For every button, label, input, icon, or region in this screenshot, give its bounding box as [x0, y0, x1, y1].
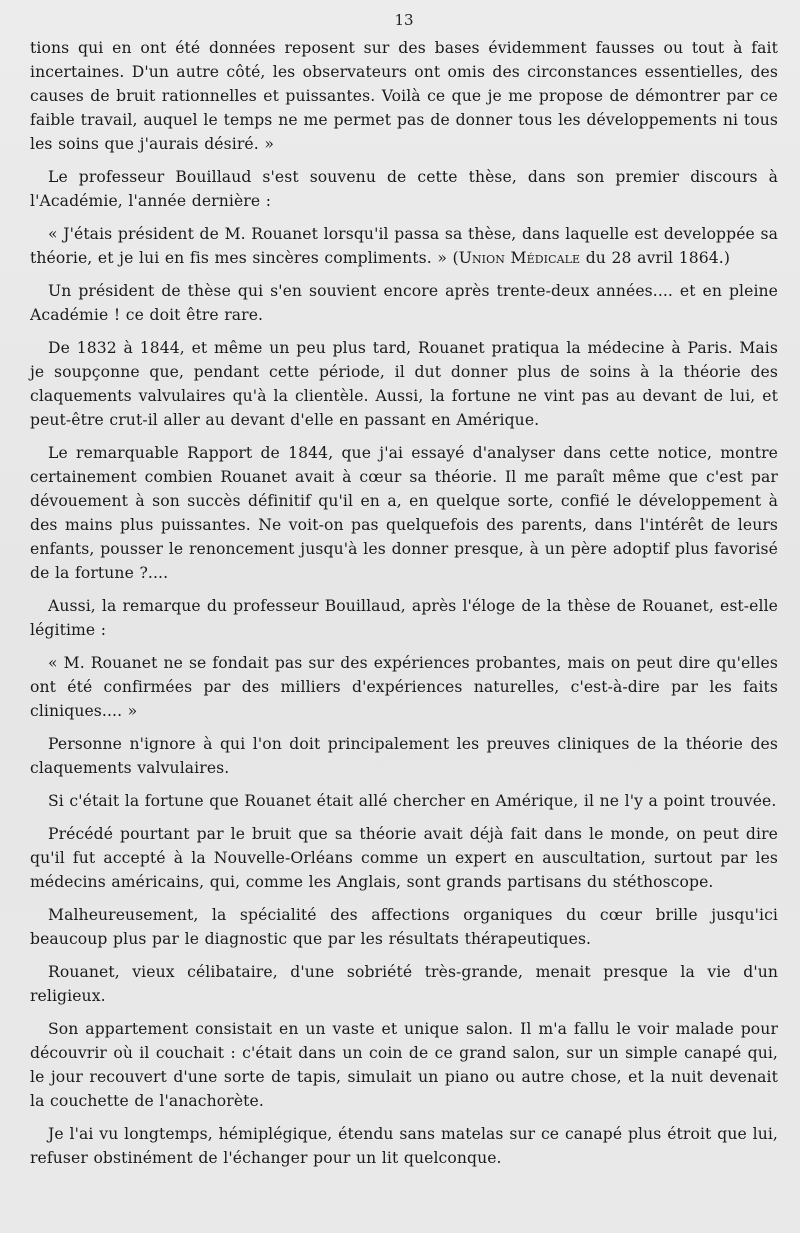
paragraph: De 1832 à 1844, et même un peu plus tard, Rouanet pratiqua la médecine à Paris. Mais je soupçonne que, pendant cette période, il dut donner plus de soins à la théorie des claquements valvulaires qu'à la clientèle. Aussi, la fortune ne vint pas au devant de lui, et peut-être crut-il aller au devant d'elle en passant en Amérique.	[30, 339, 778, 429]
quotation-text: « J'étais président de M. Rouanet lorsqu'il passa sa thèse, dans laquelle est developpée sa théorie, et je lui en fis mes sincères compliments. » (	[30, 225, 778, 267]
paragraph: Si c'était la fortune que Rouanet était allé chercher en Amérique, il ne l'y a point trouvée.	[48, 792, 777, 810]
paragraph: Le professeur Bouillaud s'est souvenu de cette thèse, dans son premier discours à l'Académie, l'année dernière :	[30, 168, 778, 210]
page-number: 13	[394, 11, 414, 29]
citation-date: du 28 avril 1864.)	[580, 249, 731, 267]
citation-source: Union Médicale	[458, 249, 581, 267]
quotation-paragraph: « M. Rouanet ne se fondait pas sur des expériences probantes, mais on peut dire qu'elles ont été confirmées par des milliers d'expériences naturelles, c'est-à-dire par les faits cliniques.... »	[30, 654, 778, 720]
body-text	[30, 36, 778, 1170]
paragraph: Aussi, la remarque du professeur Bouillaud, après l'éloge de la thèse de Rouanet, est-elle légitime :	[30, 597, 778, 639]
paragraph: Rouanet, vieux célibataire, d'une sobriété très-grande, menait presque la vie d'un religieux.	[30, 963, 778, 1005]
paragraph: Son appartement consistait en un vaste et unique salon. Il m'a fallu le voir malade pour découvrir où il couchait : c'était dans un coin de ce grand salon, sur un simple canapé qui, le jour recouvert d'une sorte de tapis, simulait un piano ou autre chose, et la nuit devenait la couchette de l'anachorète.	[30, 1020, 778, 1110]
paragraph: Le remarquable Rapport de 1844, que j'ai essayé d'analyser dans cette notice, montre certainement combien Rouanet avait à cœur sa théorie. Il me paraît même que c'est par dévouement à son succès définitif qu'il en a, en quelque sorte, confié le développement à des mains plus puissantes. Ne voit-on pas quelquefois des parents, dans l'intérêt de leurs enfants, pousser le renoncement jusqu'à les donner presque, à un père adoptif plus favorisé de la fortune ?....	[30, 444, 778, 582]
paragraph: Malheureusement, la spécialité des affections organiques du cœur brille jusqu'ici beaucoup plus par le diagnostic que par les résultats thérapeutiques.	[30, 906, 778, 948]
paragraph-continuation: tions qui en ont été données reposent sur des bases évidemment fausses ou tout à fait incertaines. D'un autre côté, les observateurs ont omis des circonstances essentielles, des causes de bruit rationnelles et puissantes. Voilà ce que je me propose de démontrer par ce faible travail, auquel le temps ne me permet pas de donner tous les développements ni tous les soins que j'aurais désiré. »	[30, 39, 778, 153]
paragraph: Un président de thèse qui s'en souvient encore après trente-deux années.... et en pleine Académie ! ce doit être rare.	[30, 282, 778, 324]
paragraph: Précédé pourtant par le bruit que sa théorie avait déjà fait dans le monde, on peut dire qu'il fut accepté à la Nouvelle-Orléans comme un expert en auscultation, surtout par les médecins américains, qui, comme les Anglais, sont grands partisans du stéthoscope.	[30, 825, 778, 891]
quotation-paragraph	[30, 222, 778, 270]
paragraph: Personne n'ignore à qui l'on doit principalement les preuves cliniques de la théorie des claquements valvulaires.	[30, 735, 778, 777]
paragraph: Je l'ai vu longtemps, hémiplégique, étendu sans matelas sur ce canapé plus étroit que lui, refuser obstinément de l'échanger pour un lit quelconque.	[30, 1125, 778, 1167]
